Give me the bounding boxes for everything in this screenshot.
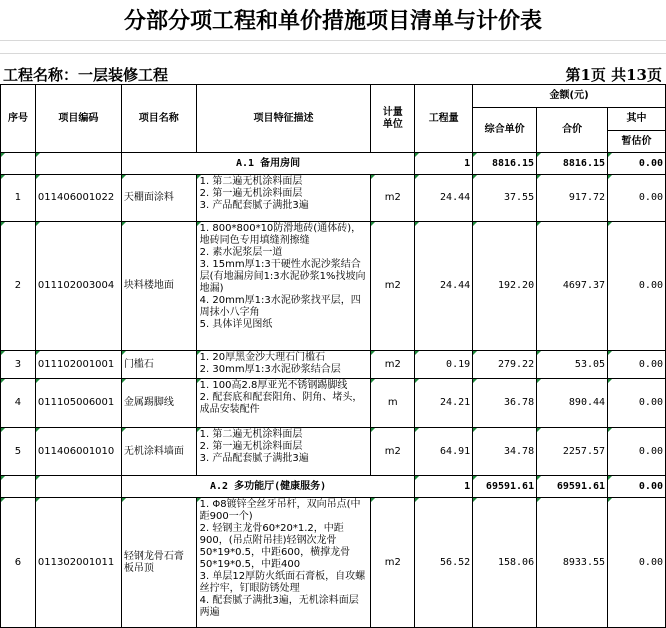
row-provisional: 0.00 (608, 222, 666, 351)
row-unit-price: 36.78 (473, 379, 537, 428)
row-name: 门槛石 (121, 351, 196, 379)
section-row (1, 153, 666, 175)
section-unit-price: 69591.61 (473, 476, 537, 498)
table-row (1, 175, 666, 222)
row-code: 011105006001 (35, 379, 121, 428)
row-code: 011302001011 (35, 498, 121, 628)
section-label: A.1 备用房间 (121, 153, 414, 175)
row-name: 块料楼地面 (121, 222, 196, 351)
row-name: 金属踢脚线 (121, 379, 196, 428)
row-seq: 4 (1, 379, 36, 428)
row-seq: 3 (1, 351, 36, 379)
row-total: 890.44 (537, 379, 608, 428)
row-qty: 0.19 (415, 351, 473, 379)
row-unit: m2 (371, 351, 415, 379)
row-provisional: 0.00 (608, 175, 666, 222)
table-row (1, 498, 666, 628)
table-row (1, 222, 666, 351)
row-total: 8933.55 (537, 498, 608, 628)
row-total: 917.72 (537, 175, 608, 222)
section-qty: 1 (415, 476, 473, 498)
section-provisional: 0.00 (608, 476, 666, 498)
row-desc: 1. 第二遍无机涂料面层 2. 第一遍无机涂料面层 3. 产品配套腻子满批3遍 (196, 175, 371, 222)
row-code: 011406001010 (35, 428, 121, 476)
row-name: 天棚面涂料 (121, 175, 196, 222)
row-total: 53.05 (537, 351, 608, 379)
row-seq: 6 (1, 498, 36, 628)
row-qty: 24.44 (415, 175, 473, 222)
row-unit: m2 (371, 175, 415, 222)
header-name: 项目名称 (121, 85, 196, 153)
header-seq: 序号 (1, 85, 36, 153)
section-label: A.2 多功能厅(健康服务) (121, 476, 414, 498)
table-row (1, 351, 666, 379)
row-provisional: 0.00 (608, 498, 666, 628)
page-indicator: 第1页 共13页 (565, 66, 662, 84)
row-provisional: 0.00 (608, 379, 666, 428)
header-code: 项目编码 (35, 85, 121, 153)
row-qty: 24.44 (415, 222, 473, 351)
row-seq: 5 (1, 428, 36, 476)
row-qty: 56.52 (415, 498, 473, 628)
bill-of-quantities-table (0, 84, 666, 628)
row-desc: 1. 第二遍无机涂料面层 2. 第一遍无机涂料面层 3. 产品配套腻子满批3遍 (196, 428, 371, 476)
project-name: 工程名称：一层装修工程 (3, 66, 169, 84)
section-row (1, 476, 666, 498)
row-total: 4697.37 (537, 222, 608, 351)
header-provisional: 暂估价 (608, 131, 666, 153)
row-unit-price: 192.20 (473, 222, 537, 351)
header-qty: 工程量 (415, 85, 473, 153)
row-desc: 1. 800*800*10防滑地砖(通体砖)，地砖同色专用填缝剂擦缝 2. 素水泥浆层一道 3. 15mm厚1:3干硬性水泥沙浆结合层(有地漏房间1:3水泥砂浆1%找坡向地漏) 4. 20mm厚1:3水泥砂浆找平层，四周抹小八字角 5. 具体详见图纸 (196, 222, 371, 351)
row-provisional: 0.00 (608, 428, 666, 476)
row-unit: m2 (371, 498, 415, 628)
row-unit-price: 158.06 (473, 498, 537, 628)
row-total: 2257.57 (537, 428, 608, 476)
section-qty: 1 (415, 153, 473, 175)
row-seq: 1 (1, 175, 36, 222)
row-desc: 1. 100高2.8厚亚光不锈钢踢脚线 2. 配套底和配套阳角、阴角、堵头，成品安装配件 (196, 379, 371, 428)
row-unit-price: 34.78 (473, 428, 537, 476)
section-total: 69591.61 (537, 476, 608, 498)
row-name: 无机涂料墙面 (121, 428, 196, 476)
header-row-1 (1, 85, 666, 108)
row-unit-price: 279.22 (473, 351, 537, 379)
row-name: 轻钢龙骨石膏板吊顶 (121, 498, 196, 628)
header-desc: 项目特征描述 (196, 85, 371, 153)
row-code: 011102001001 (35, 351, 121, 379)
row-qty: 24.21 (415, 379, 473, 428)
page-title: 分部分项工程和单价措施项目清单与计价表 (123, 8, 542, 34)
row-unit: m (371, 379, 415, 428)
row-desc: 1. Φ8镀锌全丝牙吊杆，双向吊点(中距900一个) 2. 轻钢主龙骨60*20*1.2，中距900，(吊点附吊挂)轻钢次龙骨50*19*0.5，中距600，横撑龙骨50*19*0.5，中距400 3. 单层12厚防火纸面石膏板，自攻螺丝拧牢，钉眼防锈处理 4. 配套腻子满批3遍，无机涂料面层两遍 (196, 498, 371, 628)
table-row (1, 428, 666, 476)
header-of-which: 其中 (608, 108, 666, 131)
row-provisional: 0.00 (608, 351, 666, 379)
row-unit-price: 37.55 (473, 175, 537, 222)
section-total: 8816.15 (537, 153, 608, 175)
row-unit: m2 (371, 428, 415, 476)
header-unit-price: 综合单价 (473, 108, 537, 153)
sheet-gridlines (0, 40, 666, 67)
header-amount: 金额(元) (473, 85, 666, 108)
row-desc: 1. 20厚黑金沙大理石门槛石 2. 30mm厚1:3水泥砂浆结合层 (196, 351, 371, 379)
table-row (1, 379, 666, 428)
row-qty: 64.91 (415, 428, 473, 476)
row-code: 011102003004 (35, 222, 121, 351)
row-code: 011406001022 (35, 175, 121, 222)
header-unit: 计量单位 (371, 85, 415, 153)
row-unit: m2 (371, 222, 415, 351)
header-total: 合价 (537, 108, 608, 153)
section-provisional: 0.00 (608, 153, 666, 175)
row-seq: 2 (1, 222, 36, 351)
section-unit-price: 8816.15 (473, 153, 537, 175)
